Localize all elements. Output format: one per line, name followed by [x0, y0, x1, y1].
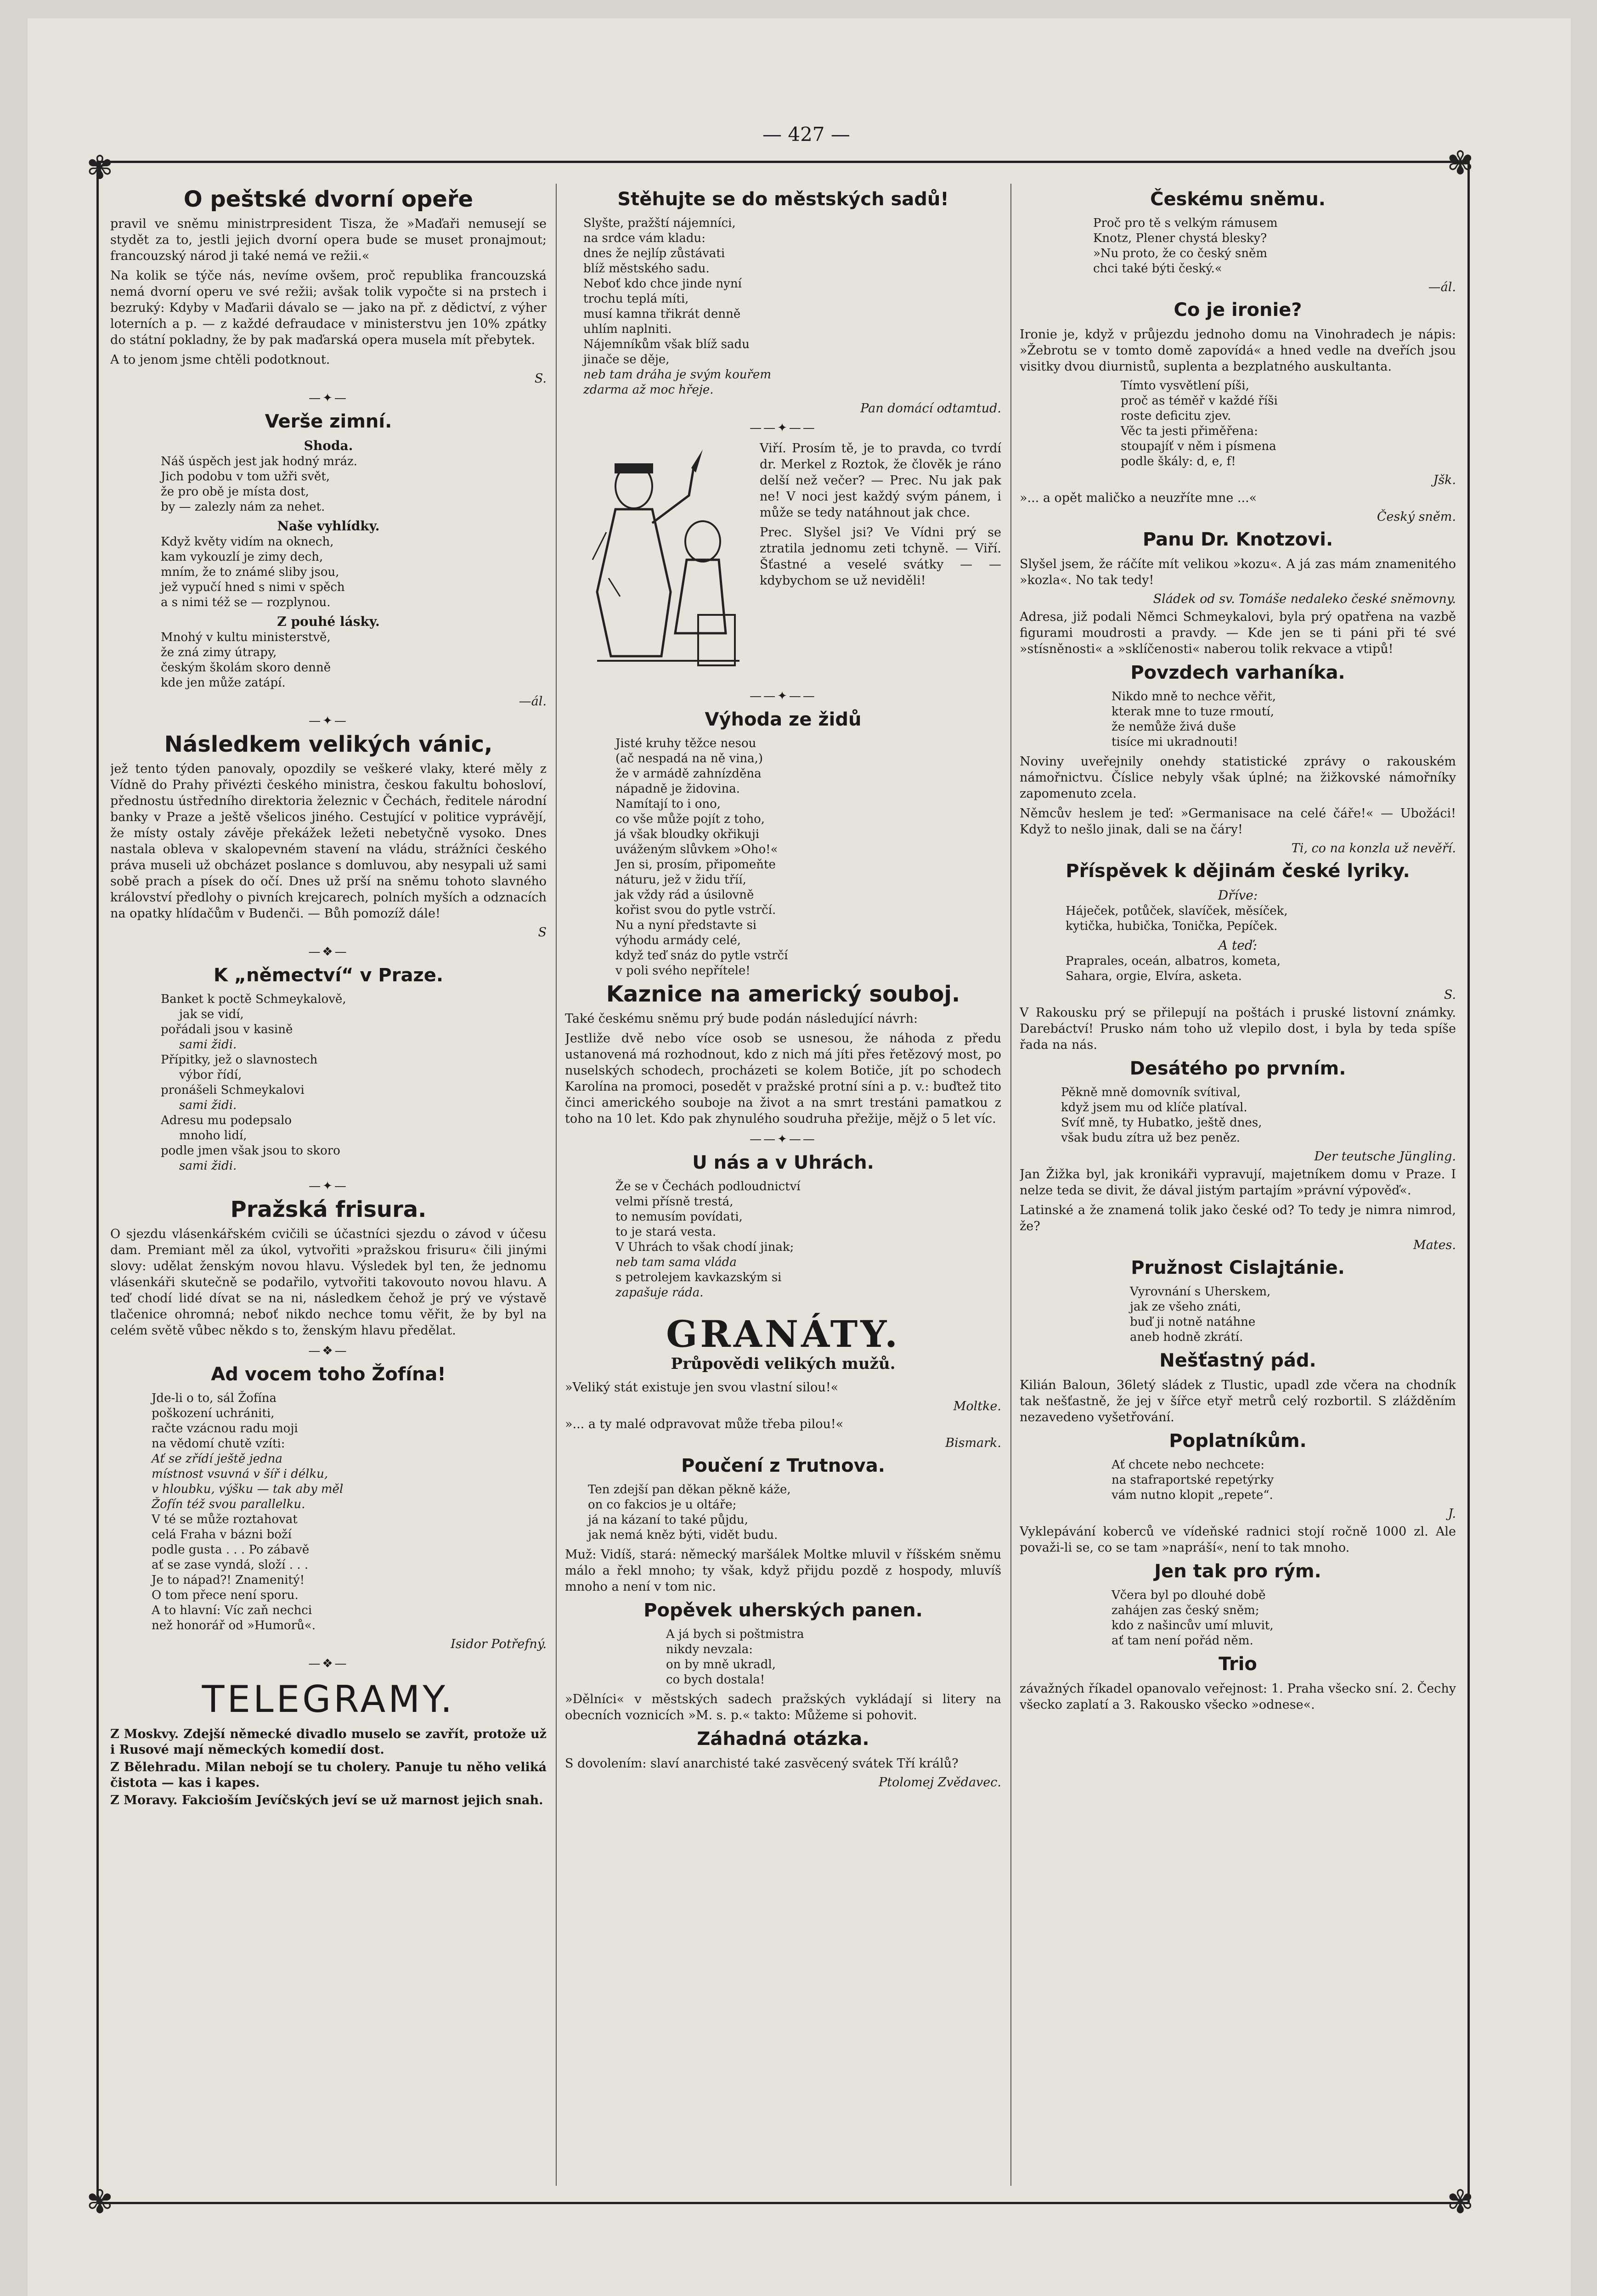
page-number: — 427 —: [762, 123, 850, 146]
article-title: Nešťastný pád.: [1159, 1350, 1316, 1371]
signature: Ptolomej Zvědavec.: [878, 1775, 1001, 1790]
poem-subtitle: A teď:: [1218, 938, 1258, 953]
article-paragraph: »... a opět maličko a neuzříte mne ...«: [1020, 491, 1257, 505]
poem-verse: Vyrovnání s Uherskem, jak ze všeho znáti, buď ji notně natáhne aneb hodně zkrátí.: [1130, 1285, 1271, 1344]
poem-verse: Mnohý v kultu ministerstvě, že zná zimy útrapy, českým školám skoro denně kde jen může zatápí.: [161, 630, 331, 690]
article-paragraph: závažných říkadel opanovalo veřejnost: 1. Praha všecko sní. 2. Čechy všecko zaplatí a 3. Rakousko všecko »odnese«.: [1020, 1682, 1456, 1712]
separator-icon: —❖—: [308, 945, 349, 959]
signature: Ti, co na konzla už nevěří.: [1291, 841, 1456, 855]
article-title: Pružnost Cislajtánie.: [1131, 1257, 1345, 1278]
granaty-title: GRANÁTY.: [666, 1312, 900, 1356]
poem-verse: Pěkně mně domovník svítival, když jsem mu od klíče platíval. Svíť mně, ty Hubatko, ještě dnes, však budu zítra už bez peněz.: [1061, 1086, 1262, 1145]
poem-verse: Háječek, potůček, slavíček, měsíček, kytička, hubička, Tonička, Pepíček.: [1066, 904, 1288, 933]
illustrated-dialogue: [565, 440, 1001, 684]
poem-verse: Banket k poctě Schmeykalově, jak se vidí, pořádali jsou v kasině sami židi. Přípitky, jež o slavnostech výbor řídí, pronášeli Schmeykalovi sami židi. Adresu mu podepsalo mnoho lidí, podle jmen však jsou to skoro sami židi.: [161, 992, 346, 1173]
article-title: Co je ironie?: [1174, 299, 1302, 321]
article-paragraph: Adresa, již podali Němci Schmeykalovi, byla prý opatřena na vazbě figurami moudrosti a pravdy. — Kde jen se ti páni při té své »stísněnosti« a »sklíčenosti« naberou tolik rekvace a vtipů!: [1020, 610, 1456, 656]
article-title: Poplatníkům.: [1169, 1430, 1307, 1452]
poem-subtitle: Z pouhé lásky.: [277, 614, 380, 629]
article-paragraph: S dovolením: slaví anarchisté také zasvěcený svátek Tří králů?: [565, 1756, 959, 1771]
poem-verse: Ať chcete nebo nechcete: na stafraportské repetýrky vám nutno klopit „repete“.: [1112, 1458, 1274, 1502]
column-2: [565, 184, 1001, 2186]
column-divider: [1010, 184, 1011, 2186]
article-title: Jen tak pro rým.: [1154, 1561, 1321, 1582]
poem-verse: Včera byl po dlouhé době zahájen zas český sněm; kdo z našincův umí mluvit, ať tam není pořád něm.: [1112, 1588, 1274, 1648]
signature: —ál.: [519, 694, 547, 709]
signature: S: [538, 925, 547, 940]
signature: J.: [1448, 1507, 1456, 1521]
signature: —ál.: [1428, 280, 1456, 294]
article-title: Verše zimní.: [265, 411, 392, 432]
poem-verse: Jde-li o to, sál Žofína poškození uchrániti, račte vzácnou radu moji na vědomí chutě vzíti: Ať se zřídí ještě jedna místnost vsuvná v šíř i délku, v hloubku, výšku — tak aby měl Žofín též svou parallelku. V té se může roztahovat celá Fraha v bázni boží podle gusta . . . Po zábavě ať se zase vyndá, složí . . . Je to nápad?! Znamenitý! O tom přece není sporu. A to hlavní: Víc zaň nechci než honorář od »Humorů«.: [152, 1391, 344, 1632]
granaty-subtitle: Průpovědi velikých mužů.: [671, 1355, 896, 1373]
article-paragraph: Slyšel jsem, že ráčíte mít velikou »kozu«. A já zas mám znamenitého »kozla«. No tak tedy!: [1020, 557, 1456, 587]
poem-verse: Že se v Čechách podloudnictví velmi přísně trestá, to nemusím povídati, to je stará vesta. V Uhrách to však chodí jinak; neb tam sama vláda s petrolejem kavkazským si zapašuje ráda.: [615, 1180, 801, 1300]
poem-subtitle: Naše vyhlídky.: [277, 518, 380, 534]
article-paragraph: V Rakousku prý se přilepují na poštách i pruské listovní známky. Darebáctví! Prusko nám toho už vlepilo dost, i byla by teda spíše řada na nás.: [1020, 1006, 1456, 1052]
corner-ornament-icon: ✾: [86, 2183, 113, 2221]
article-title: Výhoda ze židů: [705, 709, 862, 730]
poem-verse: Jisté kruhy těžce nesou (ač nespadá na ně vina,) že v armádě zahnízděna nápadně je židovina. Namítají to i ono, co vše může pojít z toho, já však bloudky okřikuji uváženým slůvkem »Oho!« Jen si, prosím, připomeňte náturu, jež v židu tříí, jak vždy rád a úsilovně kořist svou do pytle vstrčí. Nu a nyní představte si výhodu armády celé, když teď snáz do pytle vstrčí v poli svého nepřítele!: [615, 737, 788, 978]
column-1: [110, 184, 547, 2186]
poem-verse: Nikdo mně to nechce věřit, kterak mne to tuze rmoutí, že nemůže živá duše tisíce mi ukradnouti!: [1112, 690, 1276, 749]
article-paragraph: pravil ve sněmu ministrpresident Tisza, že »Maďaři nemusejí se stydět za to, jestli jejich dvorní opera bude se muset pronajmout; francouzský národ ji také nemá ve režii.«: [110, 217, 547, 263]
separator-icon: —❖—: [308, 1344, 349, 1358]
signature: Pan domácí odtamtud.: [860, 401, 1001, 416]
dialogue-paragraph: Viří. Prosím tě, je to pravda, co tvrdí dr. Merkel z Roztok, že člověk je ráno delší než večer? — Prec. Nu jak pak ne! V noci jest každý svým pánem, i může se tedy natáhnout jak chce.: [760, 441, 1001, 520]
article-paragraph: A to jenom jsme chtěli podotknout.: [110, 353, 330, 367]
signature: S.: [1444, 988, 1456, 1002]
poem-verse: Tímto vysvětlení píši, proč as téměř v každé říši roste deficitu zjev. Věc ta jesti přiměřena: stoupajíť v něm i písmena podle škály: d, e, f!: [1121, 379, 1278, 468]
signature: Jšk.: [1433, 473, 1456, 487]
article-title: Panu Dr. Knotzovi.: [1142, 529, 1333, 550]
article-paragraph: Kilián Baloun, 36letý sládek z Tlustic, upadl zde včera na chodník tak nešťastně, že jej v šířce etyř metrů celý rozbortil. S zlážděním nezavedeno vyšetřování.: [1020, 1378, 1456, 1424]
article-title: Ad vocem toho Žofína!: [211, 1364, 446, 1385]
corner-ornament-icon: ✾: [1447, 144, 1474, 182]
article-title: Trio: [1219, 1654, 1257, 1675]
separator-icon: ——✦——: [750, 1132, 817, 1146]
article-title: Povzdech varhaníka.: [1130, 662, 1345, 683]
separator-icon: ——✦——: [750, 421, 817, 435]
telegram-item: Z Moravy. Fakcioším Jevíčských jeví se už marnost jejich snah.: [110, 1793, 543, 1807]
corner-ornament-icon: ✾: [86, 149, 113, 186]
article-paragraph: Vyklepávání koberců ve vídeňské radnici stojí ročně 1000 zl. Ale považi-li se, co se tam »napráší«, není to tak mnoho.: [1020, 1525, 1456, 1555]
separator-icon: —✦—: [309, 1179, 348, 1193]
article-paragraph: O sjezdu vlásenkářském cvičili se účastníci sjezdu o závod v účesu dam. Premiant měl za úkol, vytvořiti »pražskou frisuru« čili jinými slovy: udělat ženským novou hlavu. Výsledek byl ten, že jednomu vlásenkáři skutečně se podařilo, vytvořiti takovouto novou hlavu. A teď chodí lidé dívat se na ni, následkem čehož je prý ve výstavě tlačenice ohromná; neboť nikdo nechce tomu věřit, že by byl na celém světě vůbec někdo s to, ženským hlavu předělat.: [110, 1227, 547, 1338]
telegrams-title: TELEGRAMY.: [202, 1678, 455, 1721]
article-title: Záhadná otázka.: [697, 1728, 869, 1750]
article-title: O peštské dvorní opeře: [183, 186, 474, 212]
article-paragraph: jež tento týden panovaly, opozdily se veškeré vlaky, které měly z Vídně do Prahy přivézti českého ministra, českou fakultu bohosloví, přednostu ústředního direktoria železnic v Čechách, ředitele národní banky v Praze a ještě všelicos jiného. Cestující v politice vyprávějí, že místy ostaly závěje překážek ležeti nebetyčně vysoko. Dnes nastala obleva v skalopevném stavení na vládu, strážníci českého práva museli už obcházet poslance s domluvou, aby nesypali už sami sobě prach a písek do očí. Dnes už prší na sněmu tohoto slavného království předlohy o pivních krejcarech, polních myších a odznacích na opatky hlídačům v Budenči. — Bůh pomozíž dále!: [110, 762, 547, 921]
article-title: Popěvek uherských panen.: [643, 1600, 923, 1621]
poem-verse: Ten zdejší pan děkan pěkně káže, on co fakcios je u oltáře; já na kázaní to také půjdu, jak nemá kněz býti, vidět budu.: [588, 1483, 791, 1542]
article-title: Pražská frisura.: [230, 1197, 427, 1222]
caricature-illustration-icon: [565, 440, 749, 679]
signature: Isidor Potřefný.: [451, 1637, 547, 1651]
separator-icon: ——✦——: [750, 689, 817, 703]
article-title: Následkem velikých vánic,: [164, 732, 493, 757]
article-paragraph: Noviny uveřejnily onehdy statistické zprávy o rakouském námořnictvu. Číslice nebyly však úplné; na žižkovské námořníky zapomenuto zcela.: [1020, 754, 1456, 801]
quote: »... a ty malé odpravovat může třeba pilou!«: [565, 1417, 844, 1431]
column-3: [1020, 184, 1456, 2186]
quote: »Veliký stát existuje jen svou vlastní silou!«: [565, 1380, 839, 1395]
article-title: Kaznice na americký souboj.: [606, 981, 960, 1007]
signature: Der teutsche Jüngling.: [1314, 1149, 1456, 1164]
signature: S.: [534, 371, 547, 386]
poem-verse: A já bych si poštmistra nikdy nevzala: on by mně ukradl, co bych dostala!: [666, 1627, 804, 1687]
article-paragraph: Jestliže dvě nebo více osob se usnesou, že náhoda z předu ustanovená má rozhodnout, kdo z nich má jíti přes řetězový most, po nuselských schodech, procházeti se kolem Botiče, jít po schodech Karolína na promoci, posedět v pražské protní síni a p. v.: buďtež tito činci amerického souboje na život a na smrt trestáni pamatkou z toho na 10 let. Kdo pak zhynulého soudruha přežije, mějž o 5 let víc.: [565, 1031, 1001, 1126]
article-title: Desátého po prvním.: [1129, 1058, 1346, 1079]
dialogue-paragraph: Prec. Slyšel jsi? Ve Vídni prý se ztratila jednomu zeti tchyně. — Viří. Šťastné a veselé svátky — — kdybychom se už neviděli!: [760, 525, 1001, 588]
poem-verse: Praprales, oceán, albatros, kometa, Sahara, orgie, Elvíra, asketa.: [1066, 954, 1281, 983]
poem-subtitle: Dříve:: [1218, 888, 1258, 903]
signature: Mates.: [1413, 1238, 1456, 1252]
poem-verse: Náš úspěch jest jak hodný mráz. Jich podobu v tom užři svět, že pro obě je místa dost, by — zalezly nám za nehet.: [161, 455, 357, 514]
article-paragraph: Ironie je, když v průjezdu jednoho domu na Vinohradech je nápis: »Žebrotu se v tomto domě zapovídá« a hned vedle na dveřích jsou visitky dvou diurnistů, suplenta a bezplatného auskultanta.: [1020, 327, 1456, 374]
corner-ornament-icon: ✾: [1447, 2183, 1474, 2221]
column-divider: [556, 184, 557, 2186]
article-title: Stěhujte se do městských sadů!: [617, 189, 949, 210]
separator-icon: —✦—: [309, 714, 348, 728]
separator-icon: —❖—: [308, 1657, 349, 1671]
signature: Bismark.: [945, 1436, 1001, 1450]
signature: Sládek od sv. Tomáše nedaleko české sněmovny.: [1153, 592, 1456, 606]
poem-verse: Když květy vidím na oknech, kam vykouzlí je zimy dech, mním, že to známé sliby jsou, jež vypučí hned s nimi v spěch a s nimi též se — rozplynou.: [161, 535, 345, 609]
signature: Český sněm.: [1377, 510, 1456, 524]
article-paragraph: Muž: Vidíš, stará: německý maršálek Moltke mluvil v říšském sněmu málo a řekl mnoho; ty však, když přijdu pozdě z hospody, mluvíš mnoho a není v tom nic.: [565, 1548, 1001, 1594]
article-title: Poučení z Trutnova.: [681, 1455, 885, 1476]
signature: Moltke.: [953, 1399, 1001, 1413]
article-paragraph: Němcův heslem je teď: »Germanisace na celé čáře!« — Ubožáci! Když to nešlo jinak, dali se na čáry!: [1020, 806, 1456, 837]
article-paragraph: Jan Žižka byl, jak kronikáři vypravují, majetníkem domu v Praze. I nelze teda se divit, že dával jistým partajím »právní výpověď«.: [1020, 1167, 1456, 1198]
article-paragraph: Latinské a že znamená tolik jako české od? To tedy je nimra nimrod, že?: [1020, 1203, 1456, 1233]
article-title: U nás a v Uhrách.: [692, 1152, 874, 1173]
poem-verse: Slyšte, pražští nájemníci, na srdce vám kladu: dnes že nejlíp zůstávati blíž městského sadu. Neboť kdo chce jinde nyní trochu teplá míti, musí kamna třikrát denně uhlím naplniti. Nájemníkům však blíž sadu jinače se děje, neb tam dráha je svým kouřem zdarma až moc hřeje.: [583, 216, 771, 397]
article-title: Českému sněmu.: [1150, 189, 1326, 210]
separator-icon: —✦—: [309, 391, 348, 405]
article-title: Příspěvek k dějinám české lyriky.: [1066, 861, 1410, 882]
poem-subtitle: Shoda.: [304, 438, 353, 453]
article-paragraph: Také českému sněmu prý bude podán následující návrh:: [565, 1012, 918, 1026]
poem-verse: Proč pro tě s velkým rámusem Knotz, Plener chystá blesky? »Nu proto, že co český sněm chci také býti český.«: [1093, 216, 1278, 276]
article-paragraph: Na kolik se týče nás, nevíme ovšem, proč republika francouzská nemá dvorní operu ve své režii; avšak tolik vypočte si na prstech i bezruký: Kdyby v Maďarii dávalo se — jako na př. z dědictví, z výher loterních a p. — z každé defraudace v ministerstvu jen 10% zpátky do státní pokladny, že by pak maďarská opera musela mít přebytek.: [110, 269, 547, 347]
article-paragraph: »Dělníci« v městských sadech pražských vykládají si litery na obecních voznicích »M. s. p.« takto: Můžeme si pohovit.: [565, 1692, 1001, 1722]
telegram-item: Z Bělehradu. Milan nebojí se tu cholery. Panuje tu něho veliká čistota — kas i kapes.: [110, 1760, 547, 1790]
telegram-item: Z Moskvy. Zdejší německé divadlo muselo se zavřít, protože už i Rusové mají německých komedií dost.: [110, 1727, 547, 1757]
article-title: K „němectví“ v Praze.: [213, 965, 444, 986]
